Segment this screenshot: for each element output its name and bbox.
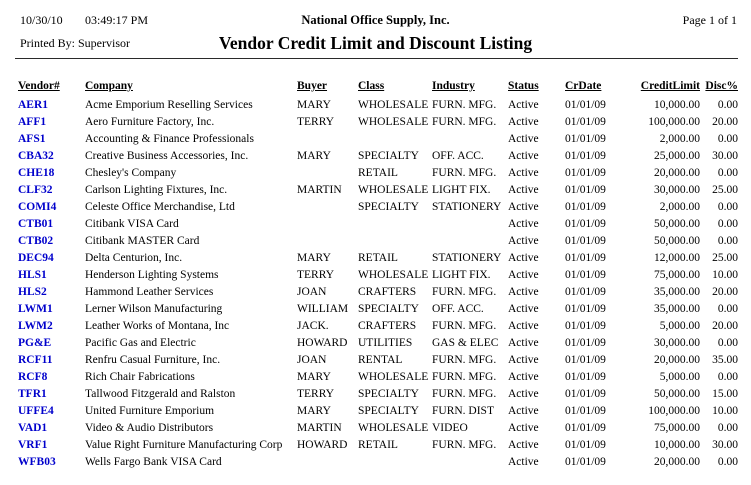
column-header-company: Company	[85, 80, 133, 92]
cell-company: Accounting & Finance Professionals	[85, 133, 254, 145]
cell-buyer: HOWARD	[297, 337, 348, 349]
cell-status: Active	[508, 337, 539, 349]
column-header-vendor: Vendor#	[18, 80, 60, 92]
cell-buyer	[297, 131, 358, 148]
table-row	[0, 182, 751, 199]
cell-company: Carlson Lighting Fixtures, Inc.	[85, 184, 228, 196]
vendor-code-link[interactable]: CTB02	[18, 235, 54, 247]
cell-buyer: MARY	[297, 371, 331, 383]
vendor-code-link[interactable]: HLS2	[18, 286, 47, 298]
column-header-industry: Industry	[432, 80, 475, 92]
vendor-code-link[interactable]: AFS1	[18, 133, 46, 145]
cell-credit-limit: 100,000.00	[648, 405, 700, 417]
cell-cr-date: 01/01/09	[565, 116, 606, 128]
cell-company: Lerner Wilson Manufacturing	[85, 303, 223, 315]
cell-credit-limit: 50,000.00	[654, 235, 700, 247]
table-row	[0, 437, 751, 454]
cell-buyer: MARY	[297, 405, 331, 417]
cell-status: Active	[508, 201, 539, 213]
cell-disc: 15.00	[712, 388, 738, 400]
cell-status: Active	[508, 235, 539, 247]
cell-status: Active	[508, 320, 539, 332]
cell-class: WHOLESALE	[358, 116, 429, 128]
cell-disc: 0.00	[717, 167, 738, 179]
cell-status: Active	[508, 422, 539, 434]
cell-buyer: WILLIAM	[297, 303, 349, 315]
cell-credit-limit: 5,000.00	[659, 371, 700, 383]
table-header-row	[0, 78, 751, 95]
cell-credit-limit: 25,000.00	[654, 150, 700, 162]
table-row	[0, 386, 751, 403]
cell-credit-limit: 10,000.00	[654, 99, 700, 111]
table-row	[0, 148, 751, 165]
vendor-code-link[interactable]: LWM2	[18, 320, 53, 332]
cell-credit-limit: 5,000.00	[659, 320, 700, 332]
vendor-code-link[interactable]: PG&E	[18, 337, 52, 349]
cell-company: Renfru Casual Furniture, Inc.	[85, 354, 221, 366]
cell-industry: FURN. MFG.	[432, 388, 497, 400]
table-row	[0, 250, 751, 267]
cell-company: United Furniture Emporium	[85, 405, 215, 417]
header-divider	[15, 58, 738, 59]
cell-credit-limit: 20,000.00	[654, 456, 700, 468]
cell-cr-date: 01/01/09	[565, 150, 606, 162]
cell-class	[358, 454, 432, 471]
cell-status: Active	[508, 439, 539, 451]
cell-company: Aero Furniture Factory, Inc.	[85, 116, 215, 128]
table-row	[0, 369, 751, 386]
cell-buyer: JOAN	[297, 286, 327, 298]
cell-buyer: MARTIN	[297, 422, 342, 434]
cell-cr-date: 01/01/09	[565, 99, 606, 111]
printed-by: Printed By: Supervisor	[20, 36, 130, 50]
cell-industry: FURN. MFG.	[432, 99, 497, 111]
cell-buyer: TERRY	[297, 388, 335, 400]
vendor-code-link[interactable]: CHE18	[18, 167, 55, 179]
print-date: 10/30/10	[20, 13, 63, 27]
cell-disc: 25.00	[712, 184, 738, 196]
table-row	[0, 97, 751, 114]
cell-credit-limit: 2,000.00	[659, 133, 700, 145]
cell-industry: FURN. MFG.	[432, 439, 497, 451]
cell-cr-date: 01/01/09	[565, 303, 606, 315]
cell-credit-limit: 30,000.00	[654, 337, 700, 349]
print-time: 03:49:17 PM	[85, 13, 149, 27]
cell-disc: 30.00	[712, 439, 738, 451]
cell-cr-date: 01/01/09	[565, 371, 606, 383]
cell-buyer: JACK.	[297, 320, 329, 332]
cell-status: Active	[508, 269, 539, 281]
cell-class	[358, 233, 432, 250]
cell-class: UTILITIES	[358, 337, 413, 349]
vendor-code-link[interactable]: AFF1	[18, 116, 47, 128]
cell-disc: 0.00	[717, 456, 738, 468]
cell-company: Wells Fargo Bank VISA Card	[85, 456, 222, 468]
cell-disc: 20.00	[712, 116, 738, 128]
cell-company: Citibank VISA Card	[85, 218, 179, 230]
vendor-code-link[interactable]: WFB03	[18, 456, 56, 468]
cell-company: Acme Emporium Reselling Services	[85, 99, 253, 111]
cell-status: Active	[508, 371, 539, 383]
vendor-code-link[interactable]: UFFE4	[18, 405, 54, 417]
cell-class: SPECIALTY	[358, 201, 419, 213]
cell-status: Active	[508, 133, 539, 145]
cell-disc: 0.00	[717, 133, 738, 145]
vendor-code-link[interactable]: CBA32	[18, 150, 54, 162]
table-row	[0, 131, 751, 148]
cell-cr-date: 01/01/09	[565, 456, 606, 468]
cell-industry	[432, 131, 508, 148]
cell-buyer	[297, 216, 358, 233]
cell-class: WHOLESALE	[358, 269, 429, 281]
cell-class: WHOLESALE	[358, 371, 429, 383]
cell-status: Active	[508, 116, 539, 128]
cell-credit-limit: 75,000.00	[654, 422, 700, 434]
table-row	[0, 420, 751, 437]
cell-industry: FURN. DIST	[432, 405, 494, 417]
company-name: National Office Supply, Inc.	[301, 13, 450, 27]
vendor-code-link[interactable]: COMI4	[18, 201, 57, 213]
column-header-disc: Disc%	[705, 80, 738, 92]
table-row	[0, 114, 751, 131]
cell-disc: 0.00	[717, 422, 738, 434]
cell-disc: 20.00	[712, 320, 738, 332]
cell-industry: STATIONERY	[432, 201, 502, 213]
cell-buyer: MARY	[297, 99, 331, 111]
cell-status: Active	[508, 456, 539, 468]
cell-company: Video & Audio Distributors	[85, 422, 214, 434]
cell-cr-date: 01/01/09	[565, 286, 606, 298]
cell-company: Henderson Lighting Systems	[85, 269, 219, 281]
cell-status: Active	[508, 99, 539, 111]
table-row	[0, 233, 751, 250]
cell-buyer: JOAN	[297, 354, 327, 366]
table-row	[0, 335, 751, 352]
vendor-code-link[interactable]: CTB01	[18, 218, 54, 230]
cell-disc: 0.00	[717, 99, 738, 111]
column-header-creditlimit: CreditLimit	[640, 80, 700, 92]
cell-company: Rich Chair Fabrications	[85, 371, 195, 383]
vendor-code-link[interactable]: RCF8	[18, 371, 48, 383]
cell-credit-limit: 50,000.00	[654, 218, 700, 230]
cell-industry: FURN. MFG.	[432, 320, 497, 332]
cell-buyer	[297, 233, 358, 250]
cell-class: RETAIL	[358, 252, 398, 264]
vendor-code-link[interactable]: HLS1	[18, 269, 47, 281]
column-header-class: Class	[358, 80, 385, 92]
cell-status: Active	[508, 150, 539, 162]
cell-credit-limit: 10,000.00	[654, 439, 700, 451]
table-row	[0, 284, 751, 301]
table-row	[0, 165, 751, 182]
cell-credit-limit: 2,000.00	[659, 201, 700, 213]
cell-industry: STATIONERY	[432, 252, 502, 264]
cell-industry: FURN. MFG.	[432, 167, 497, 179]
cell-industry	[432, 216, 508, 233]
cell-industry	[432, 233, 508, 250]
cell-class: SPECIALTY	[358, 303, 419, 315]
cell-industry: LIGHT FIX.	[432, 184, 491, 196]
cell-credit-limit: 20,000.00	[654, 354, 700, 366]
cell-cr-date: 01/01/09	[565, 133, 606, 145]
vendor-code-link[interactable]: CLF32	[18, 184, 53, 196]
cell-industry: FURN. MFG.	[432, 116, 497, 128]
cell-cr-date: 01/01/09	[565, 167, 606, 179]
cell-cr-date: 01/01/09	[565, 337, 606, 349]
page-indicator: Page 1 of 1	[682, 13, 737, 27]
cell-disc: 0.00	[717, 337, 738, 349]
cell-industry	[432, 454, 508, 471]
cell-cr-date: 01/01/09	[565, 184, 606, 196]
cell-buyer: MARY	[297, 252, 331, 264]
cell-buyer: TERRY	[297, 116, 335, 128]
cell-buyer	[297, 199, 358, 216]
cell-status: Active	[508, 252, 539, 264]
vendor-code-link[interactable]: DEC94	[18, 252, 54, 264]
cell-company: Creative Business Accessories, Inc.	[85, 150, 249, 162]
vendor-code-link[interactable]: VRF1	[18, 439, 48, 451]
cell-industry: LIGHT FIX.	[432, 269, 491, 281]
column-header-crdate: CrDate	[565, 80, 602, 92]
column-header-status: Status	[508, 80, 539, 92]
table-row	[0, 199, 751, 216]
cell-buyer	[297, 165, 358, 182]
cell-status: Active	[508, 388, 539, 400]
cell-credit-limit: 50,000.00	[654, 388, 700, 400]
cell-class: WHOLESALE	[358, 184, 429, 196]
cell-class	[358, 216, 432, 233]
cell-company: Leather Works of Montana, Inc	[85, 320, 230, 332]
cell-company: Hammond Leather Services	[85, 286, 214, 298]
cell-status: Active	[508, 303, 539, 315]
table-row	[0, 352, 751, 369]
cell-class: SPECIALTY	[358, 405, 419, 417]
cell-cr-date: 01/01/09	[565, 269, 606, 281]
table-row	[0, 318, 751, 335]
cell-class	[358, 131, 432, 148]
cell-disc: 10.00	[712, 405, 738, 417]
cell-status: Active	[508, 218, 539, 230]
cell-cr-date: 01/01/09	[565, 405, 606, 417]
cell-credit-limit: 75,000.00	[654, 269, 700, 281]
cell-industry: FURN. MFG.	[432, 354, 497, 366]
cell-credit-limit: 35,000.00	[654, 286, 700, 298]
column-header-buyer: Buyer	[297, 80, 328, 92]
cell-credit-limit: 35,000.00	[654, 303, 700, 315]
cell-status: Active	[508, 286, 539, 298]
cell-buyer: MARTIN	[297, 184, 342, 196]
cell-industry: VIDEO	[432, 422, 468, 434]
table-row	[0, 216, 751, 233]
cell-company: Pacific Gas and Electric	[85, 337, 196, 349]
cell-buyer: HOWARD	[297, 439, 348, 451]
cell-cr-date: 01/01/09	[565, 439, 606, 451]
cell-company: Celeste Office Merchandise, Ltd	[85, 201, 235, 213]
cell-industry: FURN. MFG.	[432, 286, 497, 298]
cell-disc: 0.00	[717, 235, 738, 247]
cell-company: Chesley's Company	[85, 167, 177, 179]
table-row	[0, 267, 751, 284]
cell-disc: 0.00	[717, 371, 738, 383]
vendor-code-link[interactable]: RCF11	[18, 354, 53, 366]
cell-status: Active	[508, 354, 539, 366]
cell-industry: OFF. ACC.	[432, 303, 484, 315]
cell-class: RETAIL	[358, 167, 398, 179]
cell-status: Active	[508, 184, 539, 196]
cell-company: Value Right Furniture Manufacturing Corp	[85, 439, 283, 451]
cell-industry: OFF. ACC.	[432, 150, 484, 162]
cell-class: RETAIL	[358, 439, 398, 451]
cell-cr-date: 01/01/09	[565, 201, 606, 213]
cell-disc: 0.00	[717, 303, 738, 315]
cell-credit-limit: 12,000.00	[654, 252, 700, 264]
cell-credit-limit: 30,000.00	[654, 184, 700, 196]
cell-class: WHOLESALE	[358, 422, 429, 434]
table-row	[0, 403, 751, 420]
cell-credit-limit: 20,000.00	[654, 167, 700, 179]
cell-class: SPECIALTY	[358, 150, 419, 162]
cell-cr-date: 01/01/09	[565, 354, 606, 366]
cell-disc: 20.00	[712, 286, 738, 298]
cell-cr-date: 01/01/09	[565, 218, 606, 230]
cell-credit-limit: 100,000.00	[648, 116, 700, 128]
cell-cr-date: 01/01/09	[565, 235, 606, 247]
vendor-code-link[interactable]: TFR1	[18, 388, 47, 400]
cell-buyer: MARY	[297, 150, 331, 162]
cell-disc: 0.00	[717, 201, 738, 213]
cell-class: SPECIALTY	[358, 388, 419, 400]
report-title: Vendor Credit Limit and Discount Listing	[218, 33, 533, 53]
cell-industry: GAS & ELEC	[432, 337, 499, 349]
cell-disc: 30.00	[712, 150, 738, 162]
vendor-code-link[interactable]: AER1	[18, 99, 49, 111]
cell-industry: FURN. MFG.	[432, 371, 497, 383]
cell-cr-date: 01/01/09	[565, 320, 606, 332]
cell-disc: 10.00	[712, 269, 738, 281]
cell-cr-date: 01/01/09	[565, 422, 606, 434]
cell-status: Active	[508, 405, 539, 417]
table-row	[0, 301, 751, 318]
cell-disc: 0.00	[717, 218, 738, 230]
cell-disc: 35.00	[712, 354, 738, 366]
cell-status: Active	[508, 167, 539, 179]
vendor-code-link[interactable]: LWM1	[18, 303, 53, 315]
cell-company: Delta Centurion, Inc.	[85, 252, 183, 264]
cell-company: Citibank MASTER Card	[85, 235, 200, 247]
table-row	[0, 454, 751, 471]
table-body	[0, 97, 751, 471]
cell-class: CRAFTERS	[358, 286, 417, 298]
cell-class: RENTAL	[358, 354, 403, 366]
cell-cr-date: 01/01/09	[565, 252, 606, 264]
cell-buyer: TERRY	[297, 269, 335, 281]
cell-cr-date: 01/01/09	[565, 388, 606, 400]
cell-buyer	[297, 454, 358, 471]
cell-class: CRAFTERS	[358, 320, 417, 332]
cell-disc: 25.00	[712, 252, 738, 264]
vendor-code-link[interactable]: VAD1	[18, 422, 48, 434]
cell-company: Tallwood Fitzgerald and Ralston	[85, 388, 236, 400]
cell-class: WHOLESALE	[358, 99, 429, 111]
